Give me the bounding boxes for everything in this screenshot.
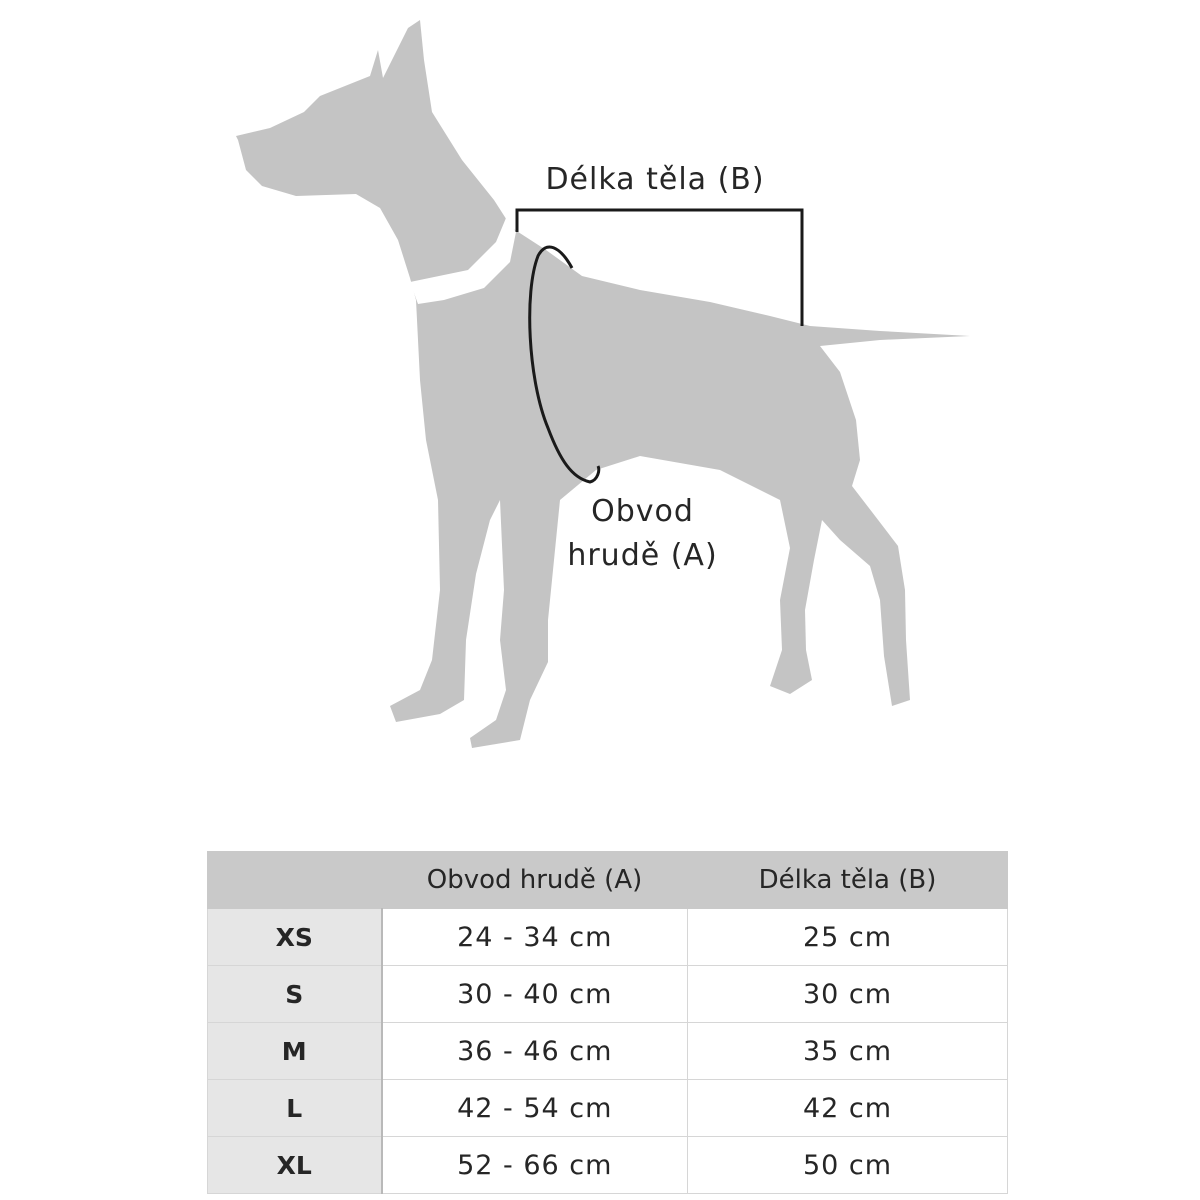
length-cell: 42 cm — [688, 1080, 1008, 1137]
table-row — [208, 1023, 1008, 1080]
chest-cell: 24 - 34 cm — [382, 909, 688, 966]
size-cell: M — [208, 1023, 382, 1080]
chest-cell: 42 - 54 cm — [382, 1080, 688, 1137]
chest-cell: 30 - 40 cm — [382, 966, 688, 1023]
dog-silhouette — [236, 20, 970, 748]
chest-girth-label-line1: Obvod — [591, 494, 694, 529]
table-row — [208, 966, 1008, 1023]
size-cell: XL — [208, 1137, 382, 1194]
size-cell: XS — [208, 909, 382, 966]
chest-girth-label — [540, 490, 745, 578]
table-row — [208, 909, 1008, 966]
header-size — [208, 852, 382, 909]
header-chest-girth: Obvod hrudě (A) — [382, 852, 688, 909]
length-cell: 30 cm — [688, 966, 1008, 1023]
size-cell: S — [208, 966, 382, 1023]
length-cell: 35 cm — [688, 1023, 1008, 1080]
length-cell: 50 cm — [688, 1137, 1008, 1194]
chest-cell: 52 - 66 cm — [382, 1137, 688, 1194]
chest-cell: 36 - 46 cm — [382, 1023, 688, 1080]
size-cell: L — [208, 1080, 382, 1137]
chest-girth-label-line2: hrudě (A) — [567, 538, 718, 573]
table-header-row — [208, 852, 1008, 909]
table-row — [208, 1080, 1008, 1137]
body-length-label: Délka těla (B) — [545, 162, 765, 197]
table-row — [208, 1137, 1008, 1194]
size-table — [207, 851, 1008, 1194]
length-cell: 25 cm — [688, 909, 1008, 966]
header-body-length: Délka těla (B) — [688, 852, 1008, 909]
